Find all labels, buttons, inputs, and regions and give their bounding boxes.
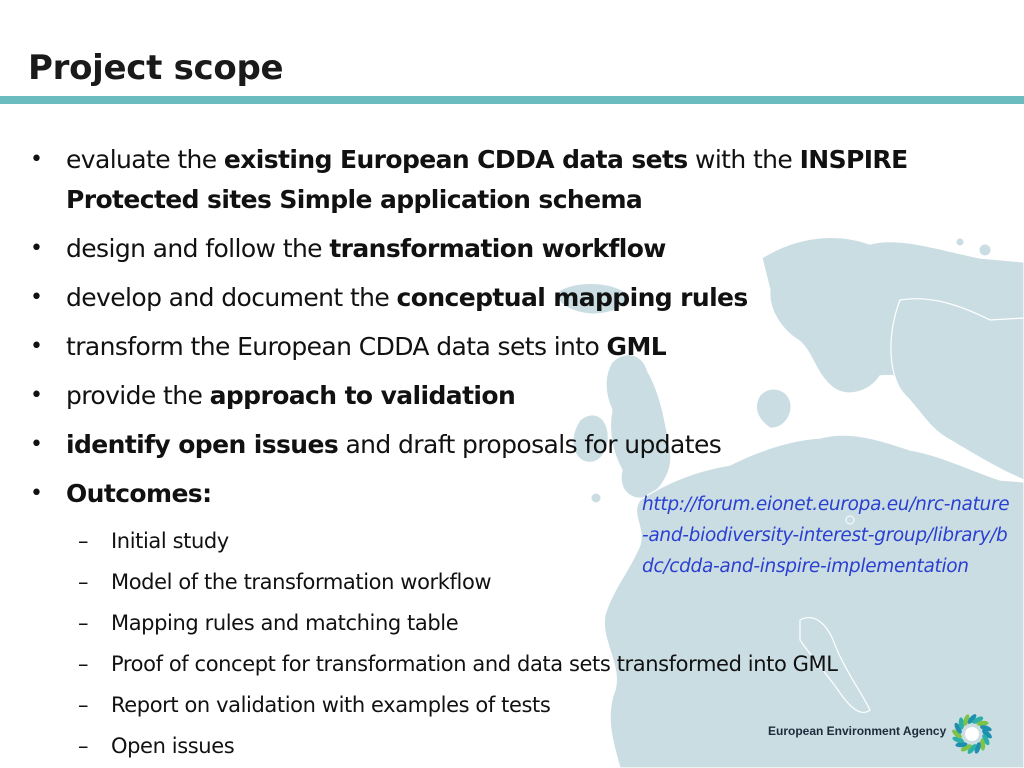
bullet-text: and draft proposals for updates <box>338 430 722 459</box>
outcome-text: Report on validation with examples of tests <box>111 693 551 717</box>
bullet-marker: • <box>30 285 43 310</box>
bullet-marker: • <box>30 432 43 457</box>
agency-name: European Environment Agency <box>768 724 947 738</box>
bullet-emphasis: conceptual mapping rules <box>396 283 748 312</box>
bullet-text: with the <box>687 145 800 174</box>
bullet-marker: • <box>30 334 43 359</box>
bullet-marker: • <box>30 236 43 261</box>
outcome-text: Proof of concept for transformation and data sets transformed into GML <box>111 652 838 676</box>
bullet-text: evaluate the <box>66 145 224 174</box>
dash-marker: – <box>78 693 89 717</box>
scope-bullet-list <box>30 140 990 523</box>
dash-marker: – <box>78 570 89 594</box>
bullet-marker: • <box>30 383 43 408</box>
bullet-item-open-issues <box>30 425 990 465</box>
outcome-item <box>78 685 838 726</box>
slide-title: Project scope <box>28 48 284 88</box>
outcome-text: Initial study <box>111 529 229 553</box>
dash-marker: – <box>78 611 89 635</box>
bullet-emphasis: existing European CDDA data sets <box>223 145 688 174</box>
outcome-item <box>78 726 838 767</box>
bullet-emphasis: GML <box>606 332 667 361</box>
outcome-text: Mapping rules and matching table <box>111 611 459 635</box>
bullet-item-evaluate <box>30 140 990 220</box>
eionet-forum-link[interactable]: http://forum.eionet.europa.eu/nrc-nature-and-biodiversity-interest-group/library/bdc/cdda-and-inspire-implementation <box>642 494 1010 577</box>
outcome-item <box>78 644 838 685</box>
outcome-text: Model of the transformation workflow <box>111 570 492 594</box>
bullet-text: transform the European CDDA data sets into <box>66 332 607 361</box>
bullet-item-transform <box>30 327 990 367</box>
bullet-text: develop and document the <box>66 283 397 312</box>
logo-center <box>965 727 979 741</box>
bullet-emphasis: approach to validation <box>209 381 516 410</box>
dash-marker: – <box>78 529 89 553</box>
eea-footer-logo <box>768 714 1008 754</box>
bullet-emphasis: identify open issues <box>66 430 339 459</box>
bullet-item-design <box>30 229 990 269</box>
dash-marker: – <box>78 652 89 676</box>
bullet-text: design and follow the <box>66 234 330 263</box>
dash-marker: – <box>78 734 89 758</box>
outcome-text: Open issues <box>111 734 235 758</box>
bullet-emphasis: INSPIRE Protected sites Simple application schema <box>66 145 908 214</box>
bullet-emphasis: Outcomes: <box>66 479 212 508</box>
outcome-item <box>78 603 838 644</box>
bullet-text: provide the <box>66 381 210 410</box>
title-divider <box>0 96 1024 104</box>
bullet-marker: • <box>30 147 43 172</box>
bullet-emphasis: transformation workflow <box>329 234 666 263</box>
eea-logo-icon <box>948 710 996 758</box>
bullet-item-validation <box>30 376 990 416</box>
bullet-item-develop <box>30 278 990 318</box>
bullet-marker: • <box>30 481 43 506</box>
